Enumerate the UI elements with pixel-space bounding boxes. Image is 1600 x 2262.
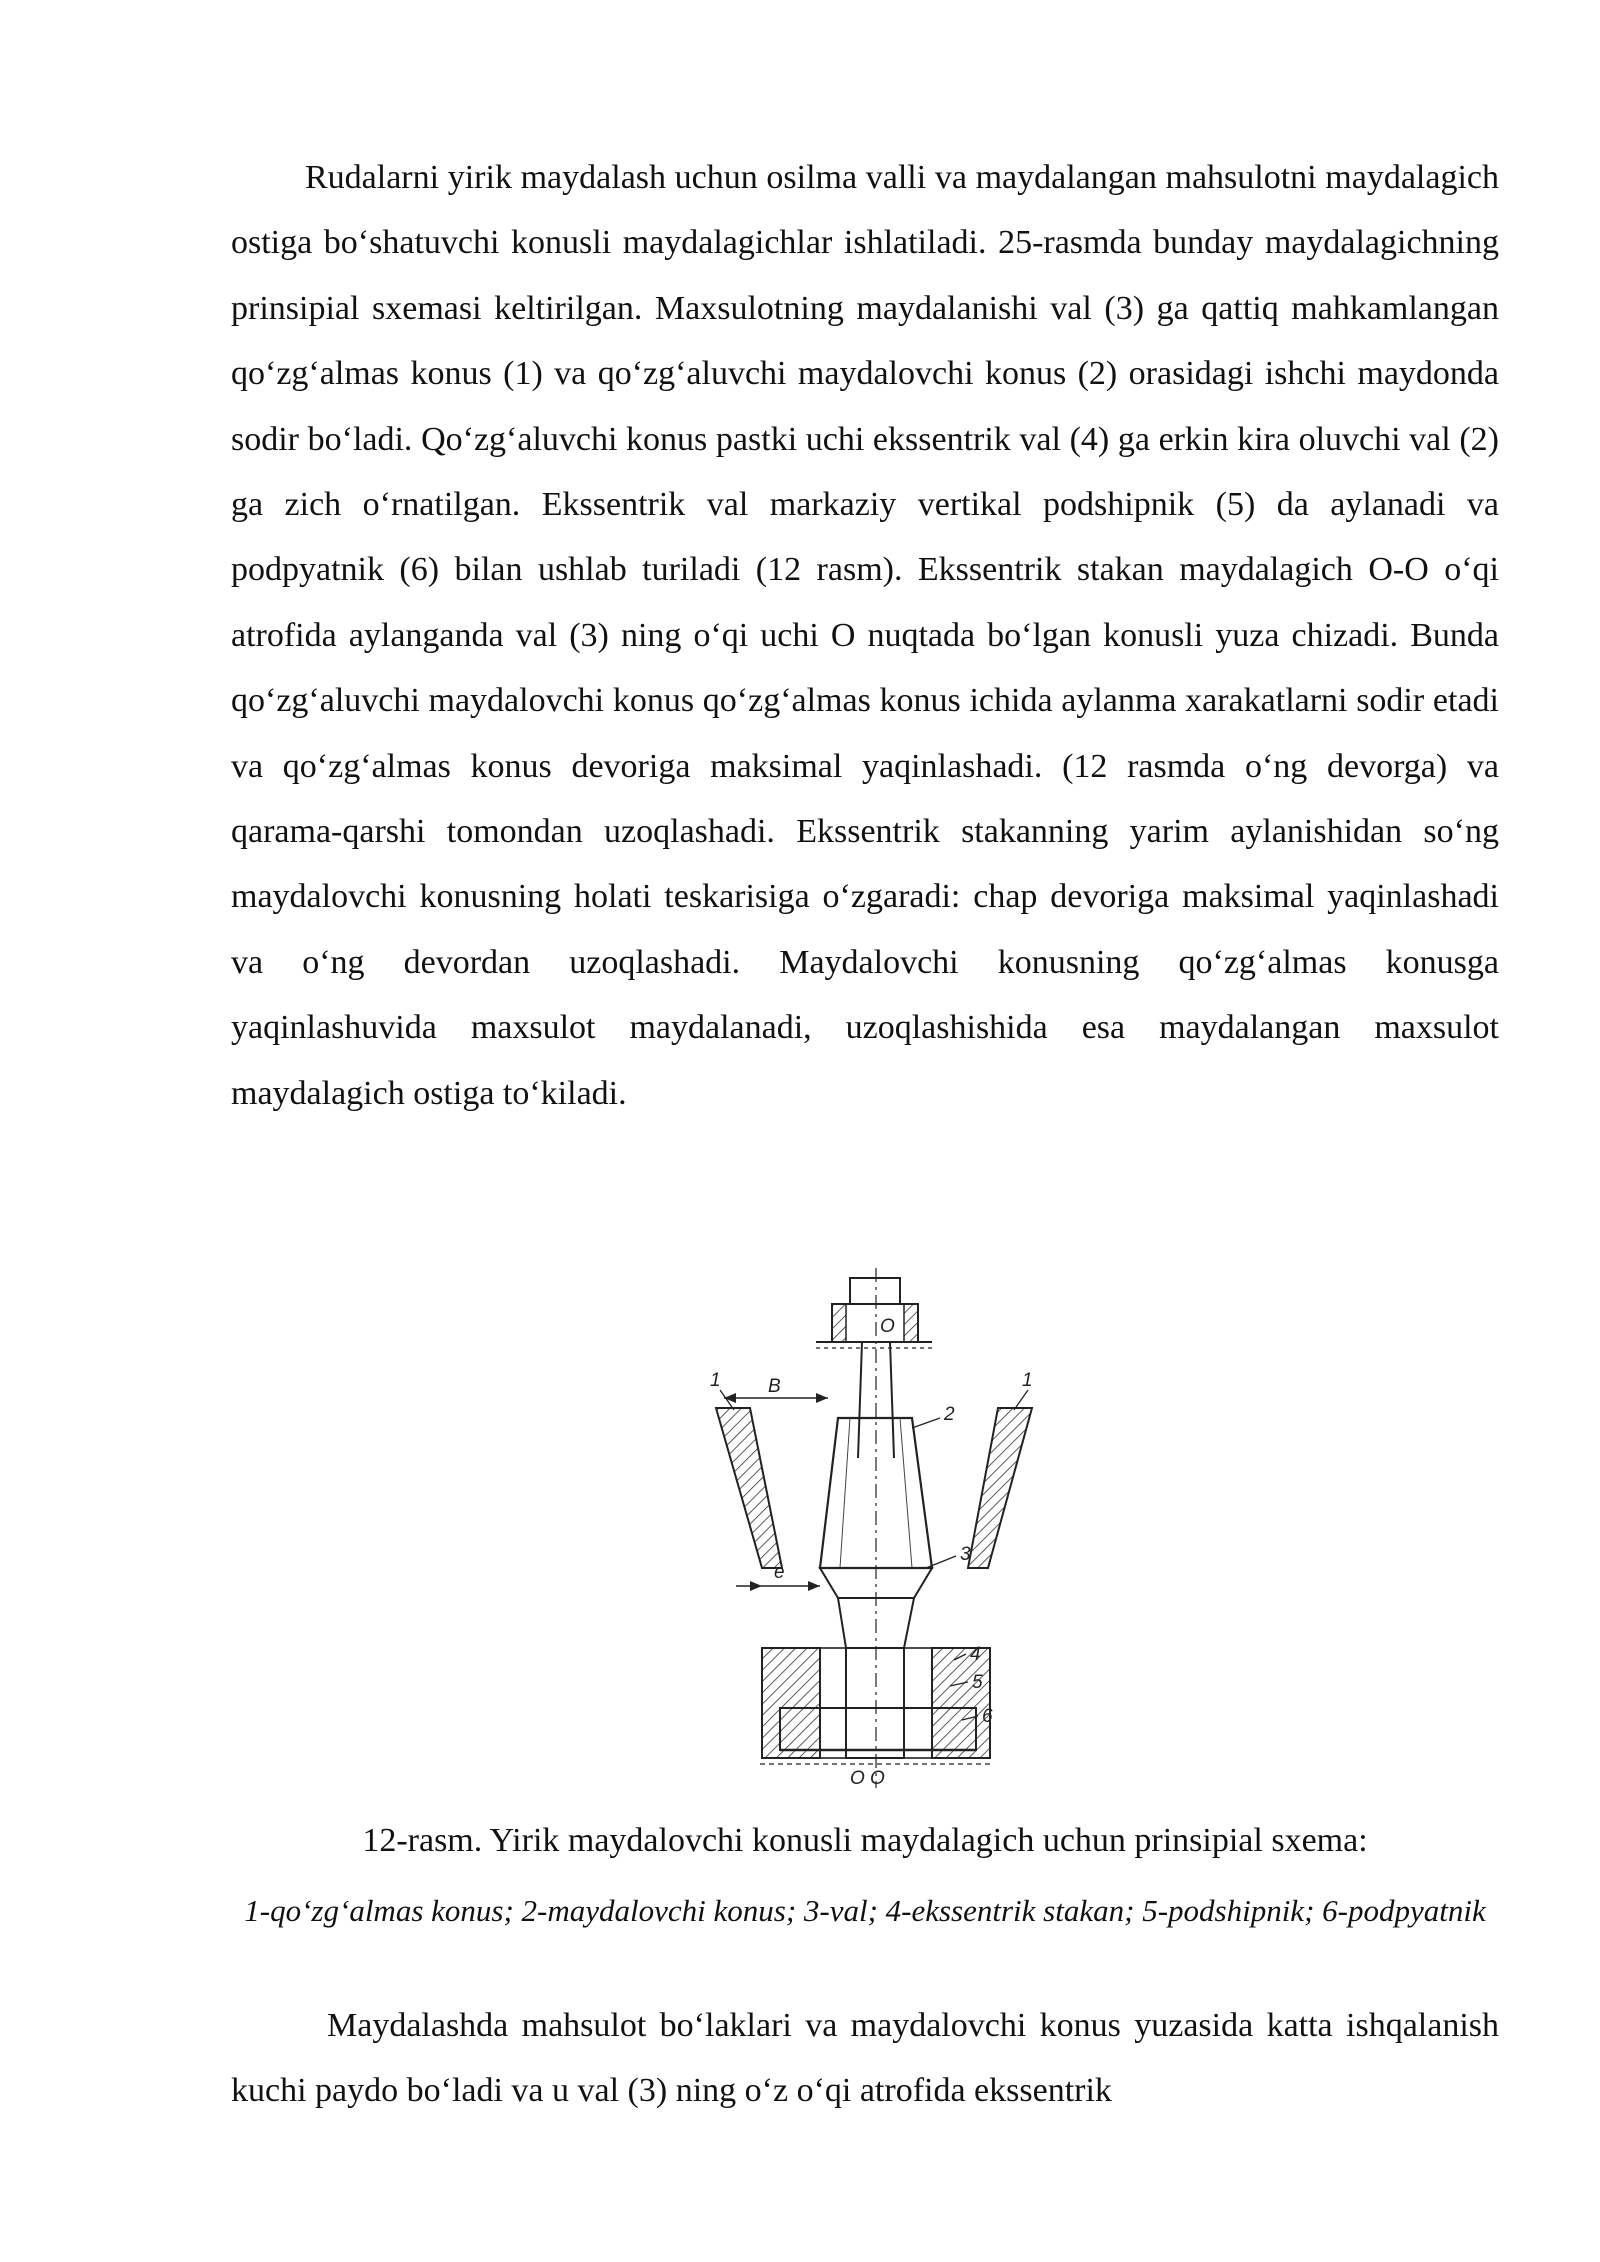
crusher-schematic-figure xyxy=(700,1268,1040,1798)
figure-caption-legend: 1-qo‘zg‘almas konus; 2-maydalovchi konus; 3-val; 4-ekssentrik stakan; 5-podshipnik; 6-podpyatnik xyxy=(244,1893,1486,1928)
label-1-right: 1 xyxy=(1022,1370,1033,1391)
label-O-bottom-2: O xyxy=(870,1768,885,1789)
label-3: 3 xyxy=(960,1544,971,1565)
label-O-top: O xyxy=(880,1316,895,1337)
label-6: 6 xyxy=(982,1706,993,1727)
body-paragraph-1: Rudalarni yirik maydalash uchun osilma valli va maydalangan mahsulotni maydalagich ostiga bo‘shatuvchi konusli maydalagichlar ishlatiladi. 25-rasmda bunday maydalagichning prinsipial sxemasi keltirilgan. Maxsulotning maydalanishi val (3) ga qattiq mahkamlangan qo‘zg‘almas konus (1) va qo‘zg‘aluvchi maydalovchi konus (2) orasidagi ishchi maydonda sodir bo‘ladi. Qo‘zg‘aluvchi konus pastki uchi ekssentrik val (4) ga erkin kira oluvchi val (2) ga zich o‘rnatilgan. Ekssentrik val markaziy vertikal podshipnik (5) da aylanadi va podpyatnik (6) bilan ushlab turiladi (12 rasm). Ekssentrik stakan maydalagich O-O o‘qi atrofida aylanganda val (3) ning o‘qi uchi O nuqtada bo‘lgan konusli yuza chizadi. Bunda qo‘zg‘aluvchi maydalovchi konus qo‘zg‘almas konus ichida aylanma xarakatlarni sodir etadi va qo‘zg‘almas konus devoriga maksimal yaqinlashadi. (12 rasmda o‘ng devorga) va qarama-qarshi tomondan uzoqlashadi. Ekssentrik stakanning yarim aylanishidan so‘ng maydalovchi konusning holati teskarisiga o‘zgaradi: chap devoriga maksimal yaqinlashadi va o‘ng devordan uzoqlashadi. Maydalovchi konusning qo‘zg‘almas konusga yaqinlashuvida maxsulot maydalanadi, uzoqlashishida esa maydalangan maxsulot maydalagich ostiga to‘kiladi. xyxy=(231,159,1499,1112)
label-5: 5 xyxy=(972,1672,983,1693)
body-paragraph-2: Maydalashda mahsulot bo‘laklari va maydalovchi konus yuzasida katta ishqalanish kuchi paydo bo‘ladi va u val (3) ning o‘z o‘qi atrofida ekssentrik xyxy=(231,2007,1499,2110)
eccentric-housing-left xyxy=(762,1648,846,1758)
label-O-bottom-1: O xyxy=(850,1768,865,1789)
label-1-left: 1 xyxy=(710,1370,721,1391)
label-2: 2 xyxy=(944,1404,955,1425)
crusher-schematic-drawing xyxy=(700,1268,1040,1798)
fixed-cone-left xyxy=(716,1408,782,1568)
label-B: B xyxy=(768,1376,781,1397)
fixed-cone-right xyxy=(968,1408,1032,1568)
figure-caption-title: 12-rasm. Yirik maydalovchi konusli maydalagich uchun prinsipial sxema: xyxy=(362,1822,1368,1859)
top-hanger xyxy=(816,1278,932,1348)
label-4: 4 xyxy=(970,1644,981,1665)
label-e: e xyxy=(774,1562,785,1583)
main-shaft xyxy=(858,1268,894,1788)
